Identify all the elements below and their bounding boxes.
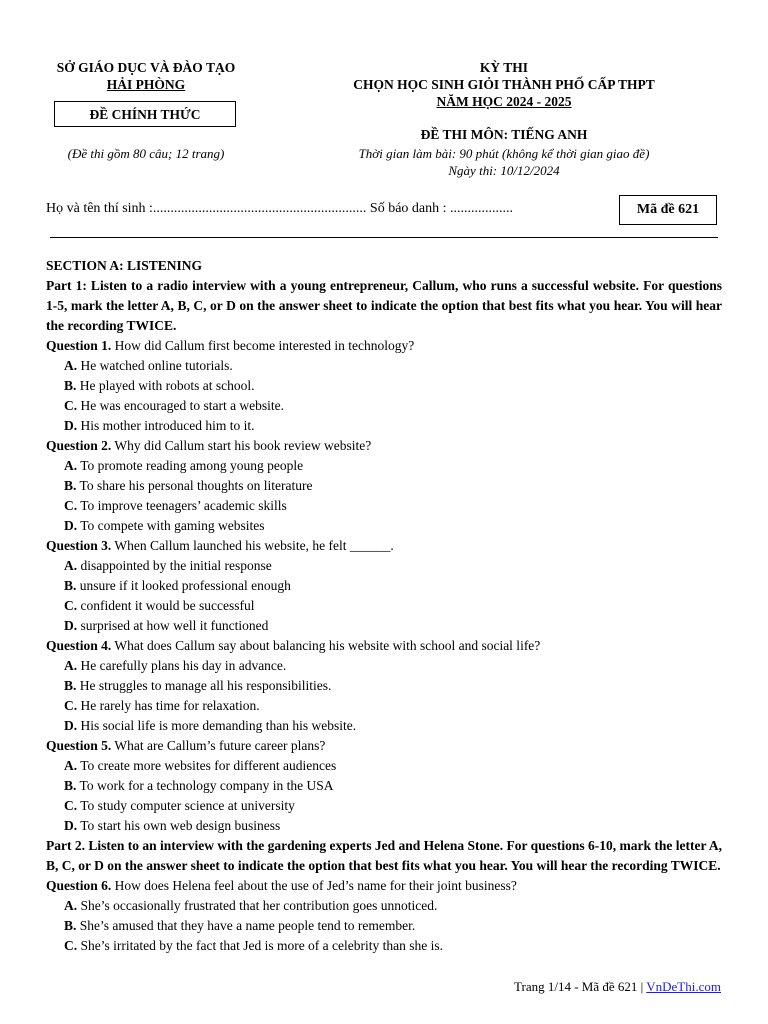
option-text: She’s occasionally frustrated that her contribution goes unnoticed. [77, 898, 438, 913]
answer-option [46, 476, 722, 496]
answer-option [46, 676, 722, 696]
answer-option [46, 356, 722, 376]
option-letter: B. [64, 578, 77, 593]
department-name: SỞ GIÁO DỤC VÀ ĐÀO TẠO [56, 60, 236, 75]
option-letter: D. [64, 818, 78, 833]
question-text: How did Callum first become interested in technology? [111, 338, 415, 353]
option-text: To start his own web design business [77, 818, 281, 833]
option-text: To improve teenagers’ academic skills [77, 498, 287, 513]
answer-option [46, 456, 722, 476]
school-year: NĂM HỌC 2024 - 2025 [436, 94, 572, 109]
question-number: Question 4. [46, 638, 112, 653]
option-text: surprised at how well it functioned [77, 618, 269, 633]
option-letter: C. [64, 598, 78, 613]
option-text: To create more websites for different audiences [77, 758, 337, 773]
answer-option [46, 416, 722, 436]
option-letter: A. [64, 558, 78, 573]
option-letter: B. [64, 378, 77, 393]
option-letter: B. [64, 918, 77, 933]
city-name: HẢI PHÒNG [106, 77, 186, 92]
answer-option [46, 556, 722, 576]
option-text: He played with robots at school. [76, 378, 255, 393]
answer-option [46, 776, 722, 796]
question [46, 536, 722, 556]
option-letter: C. [64, 938, 78, 953]
option-letter: C. [64, 698, 78, 713]
pages-note: (Đề thi gồm 80 câu; 12 trang) [67, 146, 225, 161]
page-footer [514, 979, 721, 995]
option-letter: B. [64, 678, 77, 693]
option-text: He watched online tutorials. [77, 358, 233, 373]
site-link[interactable]: VnDeThi.com [646, 979, 721, 994]
question [46, 736, 722, 756]
question-text: What does Callum say about balancing his website with school and social life? [111, 638, 541, 653]
part2-questions [46, 876, 722, 956]
candidate-info-line: Họ và tên thí sinh :............................................................. Số báo danh : .................. [46, 201, 514, 216]
answer-option [46, 696, 722, 716]
official-exam-box: ĐỀ CHÍNH THỨC [54, 101, 236, 127]
answer-option [46, 576, 722, 596]
question-text: Why did Callum start his book review website? [111, 438, 372, 453]
answer-option [46, 396, 722, 416]
option-letter: C. [64, 498, 78, 513]
question-text: When Callum launched his website, he felt ______. [111, 538, 394, 553]
option-letter: D. [64, 518, 78, 533]
exam-date: Ngày thi: 10/12/2024 [448, 163, 560, 178]
answer-option [46, 496, 722, 516]
option-letter: A. [64, 758, 78, 773]
option-text: He struggles to manage all his responsibilities. [76, 678, 332, 693]
option-letter: A. [64, 358, 78, 373]
option-letter: D. [64, 618, 78, 633]
answer-option [46, 516, 722, 536]
option-text: To share his personal thoughts on literature [76, 478, 313, 493]
option-letter: C. [64, 398, 78, 413]
option-letter: B. [64, 778, 77, 793]
option-text: To promote reading among young people [77, 458, 304, 473]
section-title: SECTION A: LISTENING [46, 258, 203, 273]
answer-option [46, 596, 722, 616]
header-divider [50, 237, 718, 238]
option-letter: A. [64, 458, 78, 473]
option-text: confident it would be successful [77, 598, 255, 613]
question-number: Question 1. [46, 338, 112, 353]
option-text: She’s irritated by the fact that Jed is more of a celebrity than she is. [77, 938, 444, 953]
question [46, 636, 722, 656]
exam-title: KỲ THI [479, 60, 529, 75]
answer-option [46, 756, 722, 776]
part1-instructions: Part 1: Listen to a radio interview with a young entrepreneur, Callum, who runs a successful website. For questions 1-5, mark the letter A, B, C, or D on the answer sheet to indicate the option that best fits what you hear. You will hear the recording TWICE. [46, 278, 722, 333]
question-text: How does Helena feel about the use of Jed’s name for their joint business? [111, 878, 517, 893]
time-note [300, 145, 708, 179]
answer-option [46, 716, 722, 736]
exam-code-box: Mã đề 621 [619, 195, 717, 225]
option-text: His social life is more demanding than his website. [77, 718, 357, 733]
answer-option [46, 796, 722, 816]
question [46, 336, 722, 356]
part1-questions [46, 336, 722, 836]
option-text: He rarely has time for relaxation. [77, 698, 260, 713]
option-letter: D. [64, 418, 78, 433]
answer-option [46, 376, 722, 396]
question [46, 436, 722, 456]
answer-option [46, 896, 722, 916]
option-letter: A. [64, 898, 78, 913]
option-text: disappointed by the initial response [77, 558, 272, 573]
duration-note: Thời gian làm bài: 90 phút (không kể thời gian giao đề) [358, 146, 650, 161]
option-letter: B. [64, 478, 77, 493]
option-text: To study computer science at university [77, 798, 295, 813]
option-text: His mother introduced him to it. [77, 418, 255, 433]
option-letter: C. [64, 798, 78, 813]
question-number: Question 3. [46, 538, 112, 553]
option-text: unsure if it looked professional enough [76, 578, 291, 593]
option-text: He was encouraged to start a website. [77, 398, 285, 413]
option-letter: A. [64, 658, 78, 673]
answer-option [46, 656, 722, 676]
answer-option [46, 916, 722, 936]
part2-instructions: Part 2. Listen to an interview with the gardening experts Jed and Helena Stone. For questions 6-10, mark the letter A, B, C, or D on the answer sheet to indicate the option that best fits what you hear. You will hear the recording TWICE. [46, 838, 722, 873]
option-text: To compete with gaming websites [77, 518, 265, 533]
question [46, 876, 722, 896]
exam-subject: ĐỀ THI MÔN: TIẾNG ANH [420, 127, 588, 142]
answer-option [46, 936, 722, 956]
question-text: What are Callum’s future career plans? [111, 738, 326, 753]
question-number: Question 2. [46, 438, 112, 453]
question-number: Question 6. [46, 878, 112, 893]
department-header [30, 59, 262, 93]
page-info: Trang 1/14 - Mã đề 621 | [514, 979, 647, 994]
option-text: He carefully plans his day in advance. [77, 658, 287, 673]
question-number: Question 5. [46, 738, 112, 753]
answer-option [46, 616, 722, 636]
exam-content [46, 256, 722, 956]
answer-option [46, 816, 722, 836]
option-letter: D. [64, 718, 78, 733]
exam-header [300, 59, 708, 110]
exam-subtitle: CHỌN HỌC SINH GIỎI THÀNH PHỐ CẤP THPT [353, 77, 655, 92]
option-text: To work for a technology company in the USA [76, 778, 334, 793]
option-text: She’s amused that they have a name people tend to remember. [76, 918, 416, 933]
